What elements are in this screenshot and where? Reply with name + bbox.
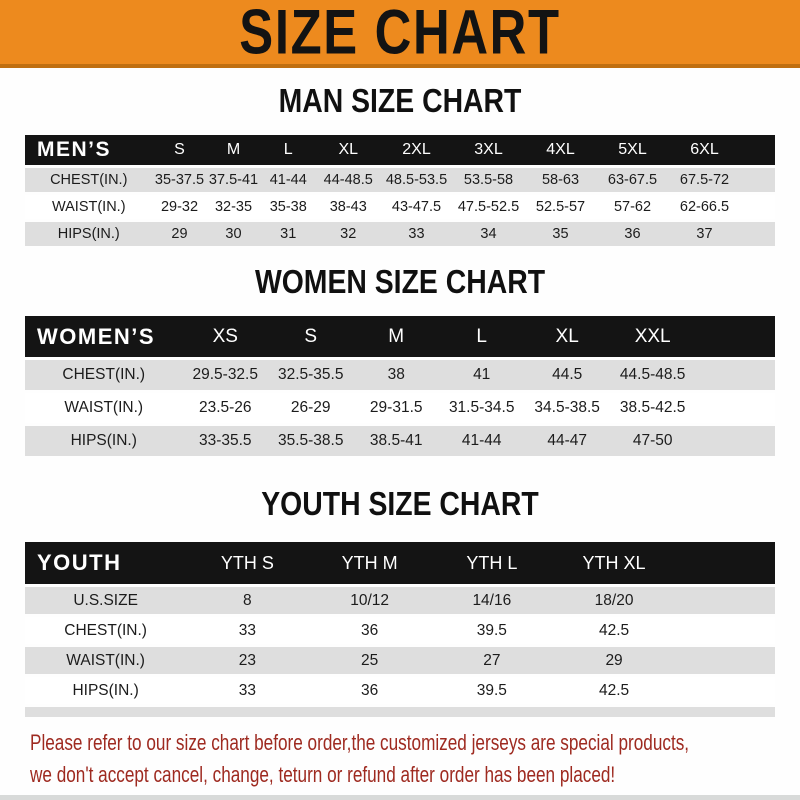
youth-column-header-yth-m: YTH M xyxy=(308,542,430,584)
women-row-hips-in xyxy=(25,426,775,456)
size-value-cell: 8 xyxy=(186,587,308,614)
size-value-cell: 41-44 xyxy=(439,426,524,456)
disclaimer-note xyxy=(0,717,800,791)
men-column-header-xl: XL xyxy=(316,135,381,165)
size-value-cell: 42.5 xyxy=(553,677,675,704)
row-label: HIPS(IN.) xyxy=(25,426,183,456)
size-value-cell: 34.5-38.5 xyxy=(524,393,609,423)
banner xyxy=(0,0,800,68)
men-section-title: MAN SIZE CHART xyxy=(278,82,522,119)
men-column-header-5xl: 5XL xyxy=(597,135,669,165)
women-section-title: WOMEN SIZE CHART xyxy=(254,263,546,300)
size-value-cell: 23 xyxy=(186,647,308,674)
men-row-waist-in xyxy=(25,195,775,219)
row-label: WAIST(IN.) xyxy=(25,393,183,423)
size-value-cell: 36 xyxy=(308,617,430,644)
size-value-cell: 63-67.5 xyxy=(597,168,669,192)
size-value-cell: 34 xyxy=(453,222,525,246)
women-column-header-l: L xyxy=(439,316,524,357)
women-column-header-m: M xyxy=(353,316,438,357)
size-value-cell: 29 xyxy=(553,647,675,674)
size-value-cell: 35 xyxy=(525,222,597,246)
row-filler xyxy=(695,426,775,456)
row-filler xyxy=(675,587,775,614)
men-header-row xyxy=(25,135,775,165)
size-value-cell: 33 xyxy=(186,677,308,704)
women-header-row xyxy=(25,316,775,357)
size-value-cell: 29-32 xyxy=(153,195,207,219)
row-filler xyxy=(675,677,775,704)
women-column-header-s: S xyxy=(268,316,353,357)
size-value-cell: 29 xyxy=(153,222,207,246)
youth-header-filler xyxy=(675,542,775,584)
women-row-chest-in xyxy=(25,360,775,390)
youth-size-section xyxy=(0,459,800,717)
youth-row-waist-in xyxy=(25,647,775,674)
women-column-header-xl: XL xyxy=(524,316,609,357)
women-size-section xyxy=(0,249,800,459)
size-value-cell: 23.5-26 xyxy=(183,393,268,423)
men-column-header-3xl: 3XL xyxy=(453,135,525,165)
row-label: WAIST(IN.) xyxy=(25,195,153,219)
size-value-cell: 26-29 xyxy=(268,393,353,423)
size-value-cell: 53.5-58 xyxy=(453,168,525,192)
size-value-cell: 37.5-41 xyxy=(207,168,261,192)
row-filler xyxy=(675,647,775,674)
men-column-header-l: L xyxy=(261,135,317,165)
size-value-cell: 58-63 xyxy=(525,168,597,192)
women-header-filler xyxy=(695,316,775,357)
size-value-cell: 44-47 xyxy=(524,426,609,456)
women-column-header-xxl: XXL xyxy=(610,316,695,357)
row-filler xyxy=(741,195,776,219)
youth-section-title: YOUTH SIZE CHART xyxy=(261,485,539,522)
women-row-waist-in xyxy=(25,393,775,423)
size-value-cell: 32-35 xyxy=(207,195,261,219)
size-value-cell: 36 xyxy=(308,677,430,704)
size-value-cell: 35.5-38.5 xyxy=(268,426,353,456)
size-value-cell: 38-43 xyxy=(316,195,381,219)
size-value-cell: 44.5-48.5 xyxy=(610,360,695,390)
size-value-cell: 36 xyxy=(597,222,669,246)
youth-header-row xyxy=(25,542,775,584)
size-value-cell: 39.5 xyxy=(431,677,553,704)
size-value-cell: 14/16 xyxy=(431,587,553,614)
bottom-edge-strip xyxy=(0,795,800,800)
size-value-cell: 35-37.5 xyxy=(153,168,207,192)
men-column-header-4xl: 4XL xyxy=(525,135,597,165)
women-corner-label: WOMEN’S xyxy=(25,316,183,357)
men-size-table xyxy=(25,132,775,249)
size-value-cell: 47.5-52.5 xyxy=(453,195,525,219)
size-value-cell: 27 xyxy=(431,647,553,674)
row-label: CHEST(IN.) xyxy=(25,168,153,192)
row-filler xyxy=(741,222,776,246)
size-value-cell: 48.5-53.5 xyxy=(381,168,453,192)
row-filler xyxy=(695,393,775,423)
men-row-hips-in xyxy=(25,222,775,246)
men-row-chest-in xyxy=(25,168,775,192)
size-value-cell: 18/20 xyxy=(553,587,675,614)
men-column-header-s: S xyxy=(153,135,207,165)
size-value-cell: 44-48.5 xyxy=(316,168,381,192)
women-column-header-xs: XS xyxy=(183,316,268,357)
row-filler xyxy=(741,168,776,192)
youth-column-header-yth-s: YTH S xyxy=(186,542,308,584)
men-column-header-6xl: 6XL xyxy=(669,135,741,165)
disclaimer-line-1: Please refer to our size chart before order,the customized jerseys are special products, xyxy=(30,730,690,755)
size-value-cell: 37 xyxy=(669,222,741,246)
size-value-cell: 29-31.5 xyxy=(353,393,438,423)
size-value-cell: 32 xyxy=(316,222,381,246)
row-filler xyxy=(695,360,775,390)
men-header-filler xyxy=(741,135,776,165)
size-value-cell: 38.5-42.5 xyxy=(610,393,695,423)
size-value-cell: 41 xyxy=(439,360,524,390)
youth-size-table xyxy=(25,539,775,707)
row-label: CHEST(IN.) xyxy=(25,617,186,644)
size-value-cell: 29.5-32.5 xyxy=(183,360,268,390)
size-value-cell: 31 xyxy=(261,222,317,246)
row-filler xyxy=(675,617,775,644)
men-size-section xyxy=(0,68,800,249)
size-value-cell: 38.5-41 xyxy=(353,426,438,456)
row-label: HIPS(IN.) xyxy=(25,222,153,246)
disclaimer-line-2: we don't accept cancel, change, teturn or refund after order has been placed! xyxy=(30,761,616,787)
youth-column-header-yth-xl: YTH XL xyxy=(553,542,675,584)
size-value-cell: 57-62 xyxy=(597,195,669,219)
size-value-cell: 44.5 xyxy=(524,360,609,390)
size-value-cell: 62-66.5 xyxy=(669,195,741,219)
size-value-cell: 25 xyxy=(308,647,430,674)
size-value-cell: 67.5-72 xyxy=(669,168,741,192)
row-label: HIPS(IN.) xyxy=(25,677,186,704)
size-value-cell: 38 xyxy=(353,360,438,390)
size-value-cell: 30 xyxy=(207,222,261,246)
size-value-cell: 42.5 xyxy=(553,617,675,644)
youth-row-chest-in xyxy=(25,617,775,644)
youth-row-u-s-size xyxy=(25,587,775,614)
men-column-header-2xl: 2XL xyxy=(381,135,453,165)
size-value-cell: 33 xyxy=(186,617,308,644)
youth-table-bottom-strip xyxy=(25,707,775,717)
men-column-header-m: M xyxy=(207,135,261,165)
men-corner-label: MEN’S xyxy=(25,135,153,165)
size-value-cell: 43-47.5 xyxy=(381,195,453,219)
size-value-cell: 35-38 xyxy=(261,195,317,219)
size-value-cell: 33 xyxy=(381,222,453,246)
row-label: WAIST(IN.) xyxy=(25,647,186,674)
page-title: SIZE CHART xyxy=(239,0,561,68)
row-label: U.S.SIZE xyxy=(25,587,186,614)
size-value-cell: 39.5 xyxy=(431,617,553,644)
size-value-cell: 33-35.5 xyxy=(183,426,268,456)
size-value-cell: 47-50 xyxy=(610,426,695,456)
youth-row-hips-in xyxy=(25,677,775,704)
size-value-cell: 10/12 xyxy=(308,587,430,614)
size-value-cell: 41-44 xyxy=(261,168,317,192)
size-value-cell: 31.5-34.5 xyxy=(439,393,524,423)
size-value-cell: 32.5-35.5 xyxy=(268,360,353,390)
row-label: CHEST(IN.) xyxy=(25,360,183,390)
size-value-cell: 52.5-57 xyxy=(525,195,597,219)
youth-corner-label: YOUTH xyxy=(25,542,186,584)
youth-column-header-yth-l: YTH L xyxy=(431,542,553,584)
women-size-table xyxy=(25,313,775,459)
